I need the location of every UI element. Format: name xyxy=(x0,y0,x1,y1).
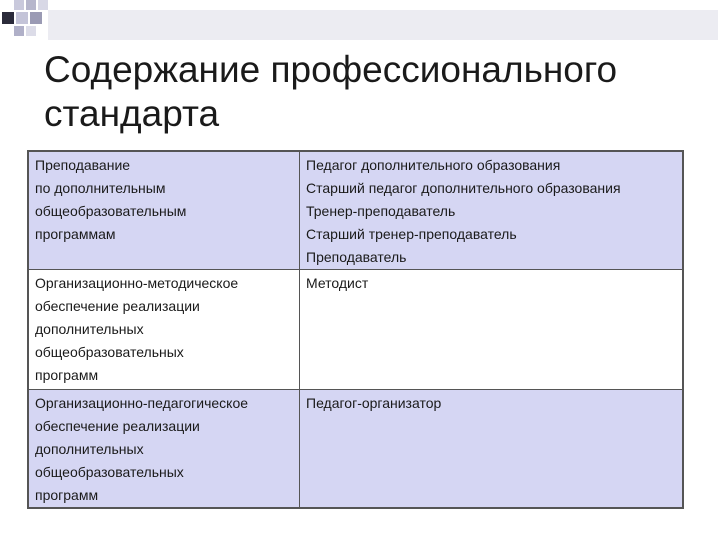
positions-cell xyxy=(300,151,684,270)
standard-table xyxy=(27,150,684,509)
title-line-2: стандарта xyxy=(44,93,220,134)
cell-text: программам xyxy=(35,226,116,242)
cell-text: Старший педагог дополнительного образования xyxy=(306,180,621,196)
table-row xyxy=(28,390,683,509)
function-cell xyxy=(28,270,300,390)
cell-text: Преподаватель xyxy=(306,249,407,265)
cell-text: обеспечение реализации xyxy=(35,418,200,434)
cell-text: Методист xyxy=(306,275,369,291)
cell-text: программ xyxy=(35,367,99,383)
cell-text: Тренер-преподаватель xyxy=(306,203,456,219)
table-row xyxy=(28,270,683,390)
table-row xyxy=(28,151,683,270)
slide-title xyxy=(44,48,694,136)
cell-text: общеобразовательным xyxy=(35,203,187,219)
cell-text: обеспечение реализации xyxy=(35,298,200,314)
cell-text: Педагог дополнительного образования xyxy=(306,157,561,173)
cell-text: общеобразовательных xyxy=(35,464,184,480)
cell-text: общеобразовательных xyxy=(35,344,184,360)
title-line-1: Содержание профессионального xyxy=(44,49,618,90)
positions-cell xyxy=(300,270,684,390)
function-cell xyxy=(28,151,300,270)
function-cell xyxy=(28,390,300,509)
positions-cell xyxy=(300,390,684,509)
cell-text: Преподавание xyxy=(35,157,131,173)
cell-text: дополнительных xyxy=(35,321,144,337)
cell-text: Организационно-педагогическое xyxy=(35,395,249,411)
cell-text: Организационно-методическое xyxy=(35,275,239,291)
cell-text: по дополнительным xyxy=(35,180,166,196)
cell-text: программ xyxy=(35,487,99,503)
cell-text: Старший тренер-преподаватель xyxy=(306,226,517,242)
cell-text: Педагог-организатор xyxy=(306,395,442,411)
cell-text: дополнительных xyxy=(35,441,144,457)
